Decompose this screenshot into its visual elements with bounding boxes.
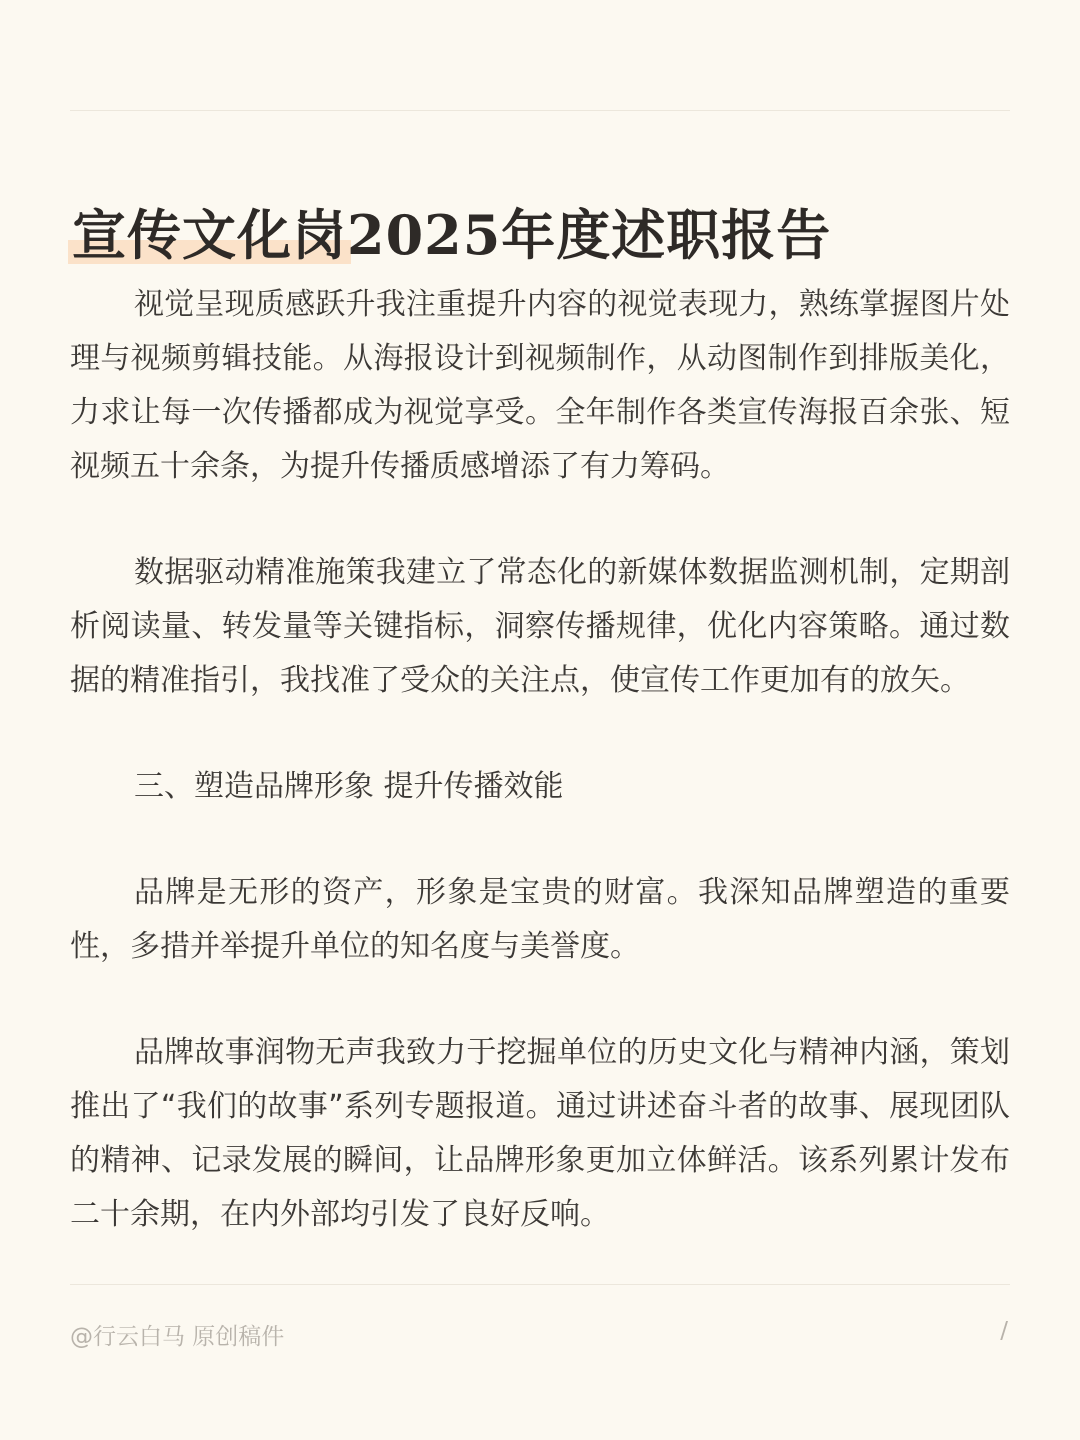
footer-slash-mark: / — [1000, 1318, 1008, 1344]
page-title-rest: 2025年度述职报告 — [347, 202, 832, 267]
top-divider — [70, 110, 1010, 111]
author-credit: @行云白马 原创稿件 — [70, 1324, 285, 1350]
bottom-divider — [70, 1284, 1010, 1285]
page-title-highlighted: 宣传文化岗 — [72, 193, 347, 270]
section-heading-brand: 三、塑造品牌形象 提升传播效能 — [134, 769, 564, 804]
paragraph-visual-quality: 视觉呈现质感跃升我注重提升内容的视觉表现力，熟练掌握图片处理与视频剪辑技能。从海报设计到视频制作，从动图制作到排版美化，力求让每一次传播都成为视觉享受。全年制作各类宣传海报百余张、短视频五十余条，为提升传播质感增添了有力筹码。 — [70, 287, 1010, 484]
paragraph-brand-story: 品牌故事润物无声我致力于挖掘单位的历史文化与精神内涵，策划推出了“我们的故事”系列专题报道。通过讲述奋斗者的故事、展现团队的精神、记录发展的瞬间，让品牌形象更加立体鲜活。该系列累计发布二十余期，在内外部均引发了良好反响。 — [70, 1035, 1010, 1232]
article-body — [70, 278, 1010, 1294]
paragraph-data-driven: 数据驱动精准施策我建立了常态化的新媒体数据监测机制，定期剖析阅读量、转发量等关键指标，洞察传播规律，优化内容策略。通过数据的精准指引，我找准了受众的关注点，使宣传工作更加有的放矢。 — [70, 555, 1010, 698]
page-title — [72, 186, 831, 276]
paragraph-brand-asset: 品牌是无形的资产，形象是宝贵的财富。我深知品牌塑造的重要性，多措并举提升单位的知名度与美誉度。 — [70, 875, 1010, 964]
